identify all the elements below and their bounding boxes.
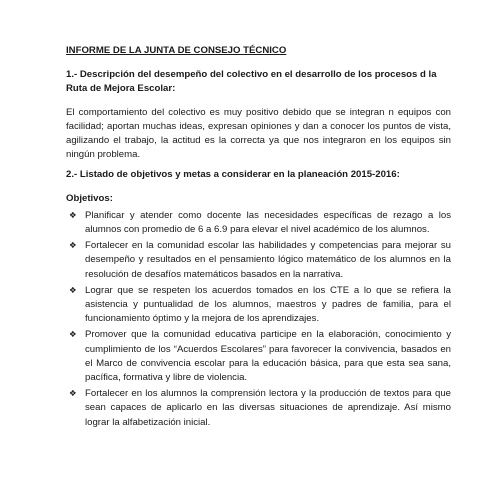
section-2-heading: 2.- Listado de objetivos y metas a considerar en la planeación 2015-2016: <box>66 169 400 181</box>
objectives-list <box>66 209 451 430</box>
section-1-body: El comportamiento del colectivo es muy positivo debido que se integran n equipos con facilidad; aportan muchas ideas, expresan opiniones y dan a conocer los puntos de vista, agilizando el trabajo, la actitud es la correcta ya que nos integraron en los equipos sin ningún problema. <box>66 106 451 161</box>
objective-text: Promover que la comunidad educativa participe en la elaboración, conocimiento y cumplimiento de los “Acuerdos Escolares” para favorecer la convivencia, basados en el Marco de convivencia escolar para la educación básica, para que esta sea sana, pacífica, formativa y libre de violencia. <box>85 329 451 384</box>
diamond-bullet-icon: ❖ <box>69 285 77 296</box>
section-1-heading: 1.- Descripción del desempeño del colectivo en el desarrollo de los procesos d la Ruta de Mejora Escolar: <box>66 69 437 95</box>
objective-text: Lograr que se respeten los acuerdos tomados en los CTE a lo que se refiera la asistencia y puntualidad de los alumnos, maestros y padres de familia, para el funcionamiento óptimo y la mejora de los aprendizajes. <box>85 284 451 325</box>
objective-text: Fortalecer en la comunidad escolar las habilidades y competencias para mejorar su desempeño y resultados en el pensamiento lógico matemático de los alumnos en la resolución de desafíos matemáticos basados en la narrativa. <box>85 240 451 280</box>
diamond-bullet-icon: ❖ <box>69 330 77 341</box>
objective-item <box>66 239 451 282</box>
document-title: INFORME DE LA JUNTA DE CONSEJO TÉCNICO <box>66 45 287 56</box>
objectives-subheading: Objetivos: <box>66 192 113 204</box>
objective-item <box>66 209 451 237</box>
diamond-bullet-icon: ❖ <box>69 210 77 221</box>
objective-item <box>66 328 451 385</box>
diamond-bullet-icon: ❖ <box>69 389 77 400</box>
objective-text: Planificar y atender como docente las necesidades específicas de rezago a los alumnos con promedio de 6 a 6.9 para elevar el nivel académico de los alumnos. <box>85 209 451 236</box>
objective-item <box>66 284 451 327</box>
diamond-bullet-icon: ❖ <box>69 241 77 252</box>
objective-item <box>66 387 451 430</box>
objective-text: Fortalecer en los alumnos la comprensión lectora y la producción de textos para que sean capaces de aplicarlo en las diversas situaciones de aprendizaje. Así mismo lograr la alfabetización inicial. <box>85 388 451 428</box>
